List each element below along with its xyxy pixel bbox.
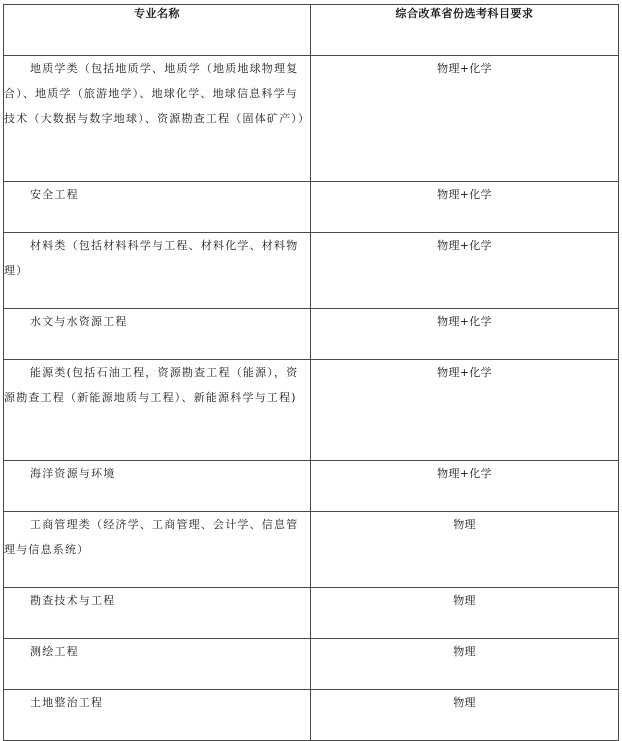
subject-requirements-table	[3, 4, 619, 741]
major-name-cell: 勘查技术与工程	[4, 588, 311, 639]
major-name-cell: 地质学类（包括地质学、地质学（地质地球物理复合）、地质学（旅游地学）、地球化学、地球信息科学与技术（大数据与数字地球）、资源勘查工程（固体矿产））	[4, 56, 311, 182]
subject-requirement-cell: 物理+化学	[311, 56, 619, 182]
table-row	[4, 690, 619, 741]
major-name-cell: 安全工程	[4, 182, 311, 233]
subject-requirement-cell: 物理	[311, 512, 619, 588]
major-name-cell: 能源类(包括石油工程，资源勘查工程（能源），资源勘查工程（新能源地质与工程）、新能源科学与工程)	[4, 360, 311, 461]
table-row	[4, 461, 619, 512]
major-name-cell: 材料类（包括材料科学与工程、材料化学、材料物理）	[4, 233, 311, 309]
table-row	[4, 56, 619, 182]
table-row	[4, 360, 619, 461]
header-subjects: 综合改革省份选考科目要求	[311, 5, 619, 56]
table-header-row	[4, 5, 619, 56]
subject-requirement-cell: 物理+化学	[311, 360, 619, 461]
header-major: 专业名称	[4, 5, 311, 56]
major-name-cell: 土地整治工程	[4, 690, 311, 741]
table-row	[4, 512, 619, 588]
table-row	[4, 309, 619, 360]
subject-requirement-cell: 物理	[311, 690, 619, 741]
table-row	[4, 182, 619, 233]
subject-requirement-cell: 物理	[311, 639, 619, 690]
major-name-cell: 水文与水资源工程	[4, 309, 311, 360]
major-name-cell: 工商管理类（经济学、工商管理、会计学、信息管理与信息系统）	[4, 512, 311, 588]
subject-requirement-cell: 物理+化学	[311, 233, 619, 309]
major-name-cell: 海洋资源与环境	[4, 461, 311, 512]
subject-requirement-cell: 物理+化学	[311, 461, 619, 512]
table-row	[4, 233, 619, 309]
table-row	[4, 588, 619, 639]
subject-requirement-cell: 物理+化学	[311, 309, 619, 360]
subject-requirement-cell: 物理	[311, 588, 619, 639]
subject-requirement-cell: 物理+化学	[311, 182, 619, 233]
major-name-cell: 测绘工程	[4, 639, 311, 690]
table-row	[4, 639, 619, 690]
